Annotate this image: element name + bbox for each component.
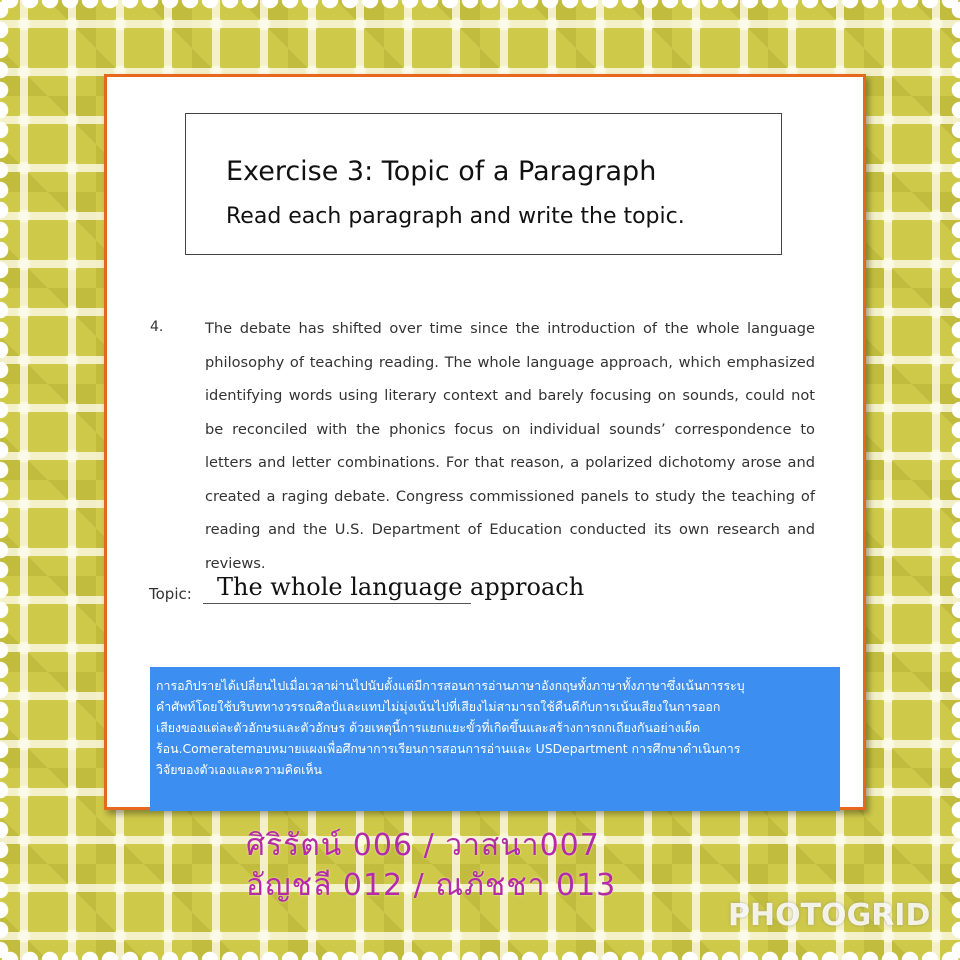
thai-translation-box bbox=[150, 667, 840, 811]
scalloped-edge-left bbox=[0, 0, 14, 960]
translation-line: ร้อน.Comeratemอบหมายแผงเพื่อศึกษาการเรียนการสอนการอ่านและ USDepartment การศึกษาดำเนินการ bbox=[156, 741, 741, 756]
credits-line-2: อัญชลี 012 / ณภัชชา 013 bbox=[246, 868, 617, 903]
exercise-instruction: Read each paragraph and write the topic. bbox=[226, 204, 685, 229]
translation-line: เสียงของแต่ละตัวอักษรและตัวอักษร ด้วยเหตุนี้การแยกแยะขั้วที่เกิดขึ้นและสร้างการถกเถียงกันอย่างเผ็ด bbox=[156, 720, 701, 735]
credits-line-1: ศิริรัตน์ 006 / วาสนา007 bbox=[246, 828, 600, 863]
worksheet-photo bbox=[104, 74, 866, 810]
scalloped-edge-bottom bbox=[0, 946, 960, 960]
translation-line: การอภิปรายได้เปลี่ยนไปเมื่อเวลาผ่านไปนับตั้งแต่มีการสอนการอ่านภาษาอังกฤษทั้งภาษาทั้งภาษาซึ่งเน้นการระบุ bbox=[156, 678, 745, 693]
exercise-title-box bbox=[185, 113, 782, 255]
topic-answer: The whole language approach bbox=[217, 573, 585, 601]
paragraph-text: The debate has shifted over time since the introduction of the whole language philosophy of teaching reading. The whole language approach, which emphasized identifying words using literary context and barely focusing on sounds, could not be reconciled with the phonics focus on individual sounds’ correspondence to letters and letter combinations. For that reason, a polarized dichotomy arose and created a raging debate. Congress commissioned panels to study the teaching of reading and the U.S. Department of Education conducted its own research and reviews. bbox=[205, 320, 815, 572]
exercise-title: Exercise 3: Topic of a Paragraph bbox=[226, 156, 657, 187]
student-credits bbox=[246, 826, 616, 906]
paragraph-number: 4. bbox=[150, 319, 164, 335]
scalloped-edge-right bbox=[946, 0, 960, 960]
scalloped-edge-top bbox=[0, 0, 960, 14]
photogrid-watermark: PHOTOGRID bbox=[728, 898, 931, 933]
translation-line: วิจัยของตัวเองและความคิดเห็น bbox=[156, 762, 322, 777]
topic-label: Topic: bbox=[149, 585, 192, 603]
translation-line: คำศัพท์โดยใช้บริบททางวรรณศิลป์และแทบไม่มุ่งเน้นไปที่เสียงไม่สามารถใช้คืนดีกับการเน้นเสียงในการออก bbox=[156, 699, 721, 714]
topic-answer-line bbox=[203, 603, 471, 604]
